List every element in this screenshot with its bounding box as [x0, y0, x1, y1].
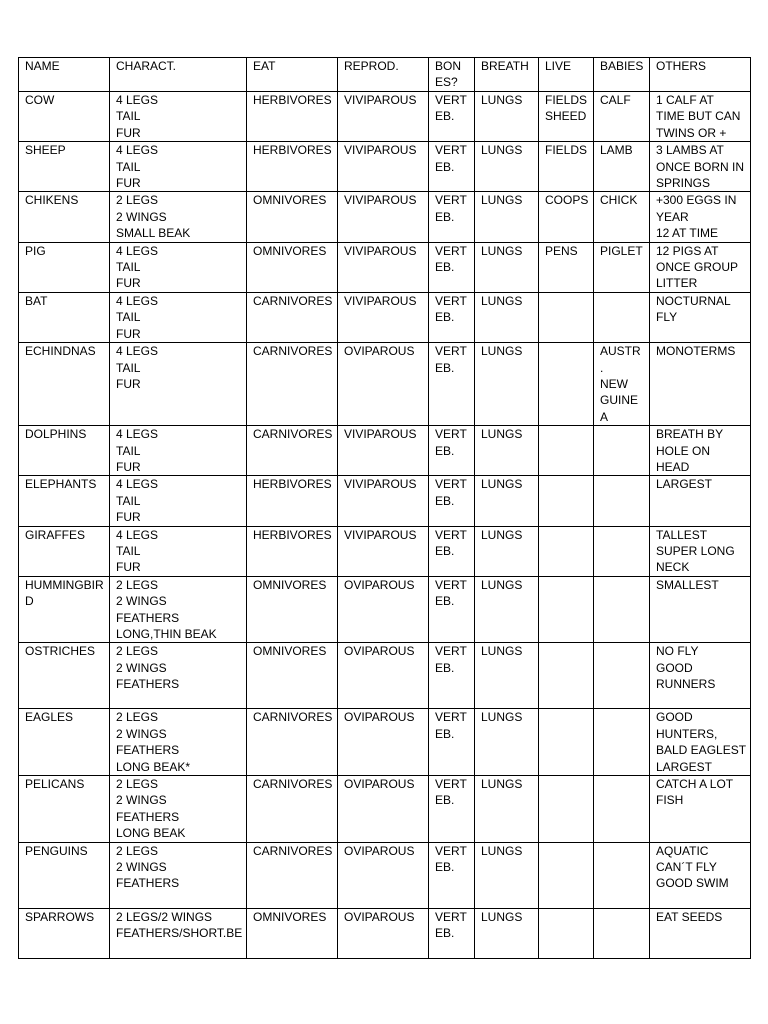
cell-text-line: 2 LEGS [116, 710, 159, 725]
cell-text-line: FEATHERS [116, 677, 180, 692]
others-cell [650, 643, 751, 709]
live-cell [539, 192, 594, 242]
live-cell [539, 526, 594, 576]
bones-cell [429, 908, 475, 958]
babies-cell [594, 709, 650, 776]
live-cell [539, 576, 594, 643]
cell-text-line: NECK [656, 560, 690, 575]
cell-text-line: FEATHERS [116, 809, 180, 824]
reprod-cell: OVIPAROUS [338, 709, 429, 776]
cell-text-line: HUNTERS, [656, 726, 718, 741]
cell-text-line: TALLEST [656, 527, 708, 542]
cell-text-line: FEATHERS [116, 743, 180, 758]
header-row [19, 58, 751, 92]
cell-text-line: VERT [435, 93, 467, 107]
cell-text-line: FUR [116, 560, 141, 575]
cell-text-line: EB. [435, 926, 455, 941]
bones-cell [429, 476, 475, 526]
bones-cell [429, 343, 475, 426]
bones-cell [429, 842, 475, 908]
cell-text-line: 12 AT TIME [656, 226, 719, 241]
table-row [19, 192, 751, 242]
name-cell: SHEEP [19, 142, 110, 192]
cell-text-line: VERT [435, 477, 467, 492]
cell-text-line: TIME BUT CAN [656, 109, 741, 124]
breath-cell: LUNGS [475, 92, 539, 142]
cell-text-line: A [600, 409, 609, 424]
table-row [19, 576, 751, 643]
charact-cell [110, 908, 247, 958]
cell-text-line: 3 LAMBS AT [656, 143, 724, 158]
cell-text-line: TAIL [116, 260, 141, 275]
name-cell: PELICANS [19, 776, 110, 843]
reprod-cell: OVIPAROUS [338, 842, 429, 908]
name-cell: PENGUINS [19, 842, 110, 908]
charact-cell [110, 242, 247, 292]
table-row [19, 643, 751, 709]
cell-text-line: . [600, 360, 604, 375]
cell-text-line: VERT [435, 344, 467, 359]
table-row [19, 709, 751, 776]
babies-cell [594, 242, 650, 292]
breath-cell: LUNGS [475, 426, 539, 476]
breath-cell: LUNGS [475, 192, 539, 242]
live-cell [539, 92, 594, 142]
eat-cell: HERBIVORES [247, 92, 338, 142]
bones-cell [429, 709, 475, 776]
others-cell [650, 192, 751, 242]
cell-text-line: 2 WINGS [116, 209, 167, 224]
cell-text-line: FUR [116, 326, 141, 341]
name-cell: EAGLES [19, 709, 110, 776]
cell-text-line: 4 LEGS [116, 527, 159, 542]
cell-text-line: BALD EAGLEST [656, 743, 747, 758]
eat-cell: OMNIVORES [247, 908, 338, 958]
babies-cell [594, 576, 650, 643]
breath-cell: LUNGS [475, 526, 539, 576]
cell-text-line: ONCE BORN IN [656, 159, 745, 174]
cell-text-line: YEAR [656, 209, 689, 224]
column-header: BABIES [594, 58, 650, 92]
cell-text-line: VERT [435, 293, 467, 308]
cell-text-line: FUR [116, 125, 141, 140]
breath-cell: LUNGS [475, 476, 539, 526]
cell-text-line: 2 WINGS [116, 594, 167, 609]
column-header: EAT [247, 58, 338, 92]
cell-text-line: FUR [116, 276, 141, 291]
cell-text-line: EB. [435, 109, 455, 124]
column-header: LIVE [539, 58, 594, 92]
breath-cell: LUNGS [475, 842, 539, 908]
cell-text-line: 2 LEGS [116, 644, 159, 659]
cell-text-line: AQUATIC [656, 843, 709, 858]
table-row [19, 343, 751, 426]
eat-cell: OMNIVORES [247, 643, 338, 709]
breath-cell: LUNGS [475, 292, 539, 342]
name-cell: SPARROWS [19, 908, 110, 958]
table-row [19, 92, 751, 142]
others-cell [650, 92, 751, 142]
cell-text-line: FUR [116, 510, 141, 525]
eat-cell: HERBIVORES [247, 142, 338, 192]
reprod-cell: OVIPAROUS [338, 776, 429, 843]
charact-cell [110, 576, 247, 643]
cell-text-line: VERT [435, 644, 467, 659]
cell-text-line: LONG BEAK [116, 826, 186, 841]
cell-text-line: CATCH A LOT [656, 777, 734, 792]
charact-cell [110, 192, 247, 242]
table-body [19, 58, 751, 959]
name-cell: DOLPHINS [19, 426, 110, 476]
cell-text-line: TAIL [116, 543, 141, 558]
cell-text-line: PIGLET [600, 243, 643, 258]
cell-text-line: +300 EGGS IN [656, 193, 737, 208]
eat-cell: OMNIVORES [247, 242, 338, 292]
cell-text-line: GOOD [656, 660, 693, 675]
others-cell [650, 242, 751, 292]
cell-text-line: VERT [435, 193, 467, 208]
cell-text-line: LONG,THIN BEAK [116, 627, 217, 641]
charact-cell [110, 92, 247, 142]
babies-cell [594, 643, 650, 709]
cell-text-line: FIELDS [545, 143, 588, 158]
cell-text-line: SPRINGS [656, 176, 711, 191]
cell-text-line: 2 WINGS [116, 660, 167, 675]
babies-cell [594, 526, 650, 576]
table-row [19, 842, 751, 908]
live-cell [539, 908, 594, 958]
charact-cell [110, 643, 247, 709]
others-cell [650, 842, 751, 908]
live-cell [539, 709, 594, 776]
eat-cell: HERBIVORES [247, 476, 338, 526]
cell-text-line: 2 LEGS [116, 577, 159, 592]
eat-cell: OMNIVORES [247, 192, 338, 242]
cell-text-line: MONOTERMS [656, 344, 736, 359]
others-cell [650, 343, 751, 426]
cell-text-line: LAMB [600, 143, 633, 158]
cell-text-line: EB. [435, 360, 455, 375]
cell-text-line: 2 WINGS [116, 726, 167, 741]
reprod-cell: VIVIPAROUS [338, 426, 429, 476]
babies-cell [594, 142, 650, 192]
table-row [19, 292, 751, 342]
cell-text-line: 2 WINGS [116, 860, 167, 875]
cell-text-line: TAIL [116, 159, 141, 174]
bones-cell [429, 92, 475, 142]
breath-cell: LUNGS [475, 142, 539, 192]
cell-text-line: VERT [435, 243, 467, 258]
cell-text-line: FEATHERS/SHORT.BE [116, 926, 243, 941]
cell-text-line: RUNNERS [656, 677, 716, 692]
reprod-cell: VIVIPAROUS [338, 526, 429, 576]
cell-text-line: 2 LEGS/2 WINGS [116, 909, 213, 924]
cell-text-line: EB. [435, 660, 455, 675]
cell-text-line: 2 WINGS [116, 793, 167, 808]
others-cell [650, 476, 751, 526]
bones-cell [429, 142, 475, 192]
cell-text-line: FIELDS [545, 93, 588, 107]
cell-text-line: EB. [435, 543, 455, 558]
table-row [19, 426, 751, 476]
column-header: REPROD. [338, 58, 429, 92]
breath-cell: LUNGS [475, 576, 539, 643]
cell-text-line: NO FLY [656, 644, 699, 659]
others-cell [650, 142, 751, 192]
name-cell: PIG [19, 242, 110, 292]
bones-cell [429, 426, 475, 476]
cell-text-line: TAIL [116, 310, 141, 325]
charact-cell [110, 426, 247, 476]
cell-text-line: NOCTURNAL [656, 293, 731, 308]
table-row [19, 908, 751, 958]
charact-cell [110, 526, 247, 576]
others-cell [650, 292, 751, 342]
reprod-cell: VIVIPAROUS [338, 192, 429, 242]
breath-cell: LUNGS [475, 242, 539, 292]
column-header: BON ES? [429, 58, 475, 92]
charact-cell [110, 842, 247, 908]
cell-text-line: EB. [435, 793, 455, 808]
reprod-cell: OVIPAROUS [338, 576, 429, 643]
cell-text-line: PENS [545, 243, 578, 258]
babies-cell [594, 343, 650, 426]
bones-cell [429, 643, 475, 709]
cell-text-line: GOOD SWIM [656, 876, 729, 891]
cell-text-line: EB. [435, 493, 455, 508]
cell-text-line: VERT [435, 527, 467, 542]
cell-text-line: LONG BEAK* [116, 759, 191, 774]
babies-cell [594, 776, 650, 843]
column-header: CHARACT. [110, 58, 247, 92]
cell-text-line: EB. [435, 594, 455, 609]
cell-text-line: TAIL [116, 109, 141, 124]
cell-text-line: TAIL [116, 360, 141, 375]
cell-text-line: VERT [435, 909, 467, 924]
cell-text-line: FUR [116, 176, 141, 191]
cell-text-line: 4 LEGS [116, 243, 159, 258]
breath-cell: LUNGS [475, 908, 539, 958]
live-cell [539, 343, 594, 426]
reprod-cell: VIVIPAROUS [338, 242, 429, 292]
reprod-cell: OVIPAROUS [338, 908, 429, 958]
cell-text-line: FUR [116, 376, 141, 391]
live-cell [539, 842, 594, 908]
cell-text-line: 2 LEGS [116, 193, 159, 208]
cell-text-line: 4 LEGS [116, 93, 159, 107]
bones-cell [429, 526, 475, 576]
cell-text-line: 2 LEGS [116, 777, 159, 792]
others-cell [650, 908, 751, 958]
cell-text-line: FISH [656, 793, 684, 808]
babies-cell [594, 476, 650, 526]
cell-text-line: FUR [116, 459, 141, 474]
cell-text-line: 4 LEGS [116, 143, 159, 158]
babies-cell [594, 92, 650, 142]
live-cell [539, 643, 594, 709]
charact-cell [110, 776, 247, 843]
animals-table [18, 57, 751, 959]
cell-text-line: 4 LEGS [116, 344, 159, 359]
breath-cell: LUNGS [475, 643, 539, 709]
cell-text-line: BREATH BY [656, 427, 724, 442]
reprod-cell: VIVIPAROUS [338, 476, 429, 526]
cell-text-line: GUINE [600, 393, 639, 408]
cell-text-line: GOOD [656, 710, 693, 725]
cell-text-line: CAN´T FLY [656, 860, 717, 875]
cell-text-line: 2 LEGS [116, 843, 159, 858]
cell-text-line: 4 LEGS [116, 477, 159, 492]
cell-text-line: EB. [435, 159, 455, 174]
live-cell [539, 476, 594, 526]
eat-cell: CARNIVORES [247, 842, 338, 908]
eat-cell: CARNIVORES [247, 776, 338, 843]
others-cell [650, 426, 751, 476]
cell-text-line: 1 CALF AT [656, 93, 714, 107]
bones-cell [429, 576, 475, 643]
breath-cell: LUNGS [475, 776, 539, 843]
cell-text-line: EB. [435, 726, 455, 741]
reprod-cell: OVIPAROUS [338, 343, 429, 426]
cell-text-line: FLY [656, 310, 678, 325]
eat-cell: CARNIVORES [247, 343, 338, 426]
name-cell: BAT [19, 292, 110, 342]
eat-cell: CARNIVORES [247, 292, 338, 342]
others-cell [650, 526, 751, 576]
babies-cell [594, 426, 650, 476]
cell-text-line: EB. [435, 260, 455, 275]
cell-text-line: COOPS [545, 193, 589, 208]
cell-text-line: FEATHERS [116, 876, 180, 891]
others-cell [650, 709, 751, 776]
eat-cell: CARNIVORES [247, 426, 338, 476]
cell-text-line: SUPER LONG [656, 543, 735, 558]
cell-text-line: TWINS OR + [656, 125, 727, 140]
cell-text-line: HOLE ON [656, 443, 711, 458]
name-cell: ELEPHANTS [19, 476, 110, 526]
bones-cell [429, 292, 475, 342]
name-cell: HUMMINGBIRD [19, 576, 110, 643]
charact-cell [110, 343, 247, 426]
column-header: BREATH [475, 58, 539, 92]
babies-cell [594, 908, 650, 958]
live-cell [539, 242, 594, 292]
cell-text-line: VERT [435, 710, 467, 725]
cell-text-line: EB. [435, 209, 455, 224]
babies-cell [594, 292, 650, 342]
cell-text-line: HEAD [656, 459, 690, 474]
cell-text-line: 4 LEGS [116, 427, 159, 442]
breath-cell: LUNGS [475, 709, 539, 776]
others-cell [650, 776, 751, 843]
breath-cell: LUNGS [475, 343, 539, 426]
table-row [19, 476, 751, 526]
name-cell: ECHINDNAS [19, 343, 110, 426]
reprod-cell: VIVIPAROUS [338, 142, 429, 192]
bones-cell [429, 242, 475, 292]
charact-cell [110, 709, 247, 776]
cell-text-line: VERT [435, 143, 467, 158]
live-cell [539, 142, 594, 192]
name-cell: OSTRICHES [19, 643, 110, 709]
cell-text-line: VERT [435, 577, 467, 592]
babies-cell [594, 192, 650, 242]
table-row [19, 526, 751, 576]
cell-text-line: CHICK [600, 193, 638, 208]
name-cell: COW [19, 92, 110, 142]
cell-text-line: LARGEST [656, 477, 713, 492]
live-cell [539, 776, 594, 843]
others-cell [650, 576, 751, 643]
cell-text-line: 4 LEGS [116, 293, 159, 308]
cell-text-line: VERT [435, 777, 467, 792]
bones-cell [429, 192, 475, 242]
cell-text-line: SHEED [545, 109, 587, 124]
charact-cell [110, 292, 247, 342]
name-cell: CHIKENS [19, 192, 110, 242]
cell-text-line: 12 PIGS AT [656, 243, 719, 258]
table-row [19, 776, 751, 843]
babies-cell [594, 842, 650, 908]
bones-cell [429, 776, 475, 843]
cell-text-line: FEATHERS [116, 610, 180, 625]
charact-cell [110, 142, 247, 192]
eat-cell: OMNIVORES [247, 576, 338, 643]
cell-text-line: SMALL BEAK [116, 226, 191, 241]
cell-text-line: CALF [600, 93, 631, 107]
table-row [19, 242, 751, 292]
cell-text-line: SMALLEST [656, 577, 719, 592]
cell-text-line: TAIL [116, 443, 141, 458]
cell-text-line: AUSTR [600, 344, 641, 359]
eat-cell: CARNIVORES [247, 709, 338, 776]
column-header: OTHERS [650, 58, 751, 92]
cell-text-line: EAT SEEDS [656, 909, 723, 924]
cell-text-line: EB. [435, 443, 455, 458]
charact-cell [110, 476, 247, 526]
reprod-cell: VIVIPAROUS [338, 92, 429, 142]
reprod-cell: OVIPAROUS [338, 643, 429, 709]
name-cell: GIRAFFES [19, 526, 110, 576]
cell-text-line: LARGEST [656, 759, 713, 774]
column-header: NAME [19, 58, 110, 92]
cell-text-line: NEW [600, 376, 628, 391]
cell-text-line: EB. [435, 860, 455, 875]
reprod-cell: VIVIPAROUS [338, 292, 429, 342]
cell-text-line: ONCE GROUP [656, 260, 739, 275]
cell-text-line: LITTER [656, 276, 698, 291]
cell-text-line: VERT [435, 427, 467, 442]
live-cell [539, 426, 594, 476]
cell-text-line: VERT [435, 843, 467, 858]
cell-text-line: EB. [435, 310, 455, 325]
live-cell [539, 292, 594, 342]
table-row [19, 142, 751, 192]
eat-cell: HERBIVORES [247, 526, 338, 576]
cell-text-line: TAIL [116, 493, 141, 508]
